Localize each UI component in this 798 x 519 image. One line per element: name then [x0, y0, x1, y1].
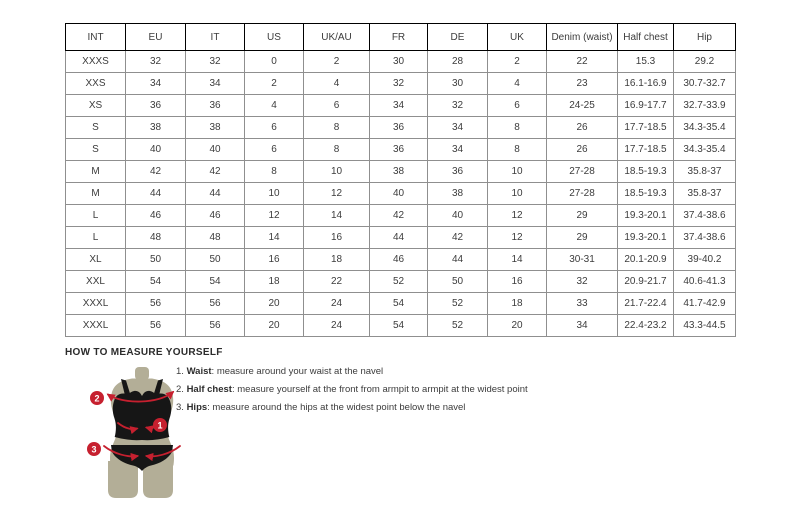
- table-row: [66, 205, 736, 227]
- table-cell: 20.9-21.7: [618, 271, 674, 293]
- table-cell: 16.1-16.9: [618, 73, 674, 95]
- table-cell: 56: [126, 315, 186, 337]
- table-cell: 28: [428, 51, 488, 73]
- step-text: : measure around the hips at the widest point below the navel: [207, 402, 466, 413]
- column-header: US: [245, 24, 304, 51]
- table-cell: 24-25: [547, 95, 618, 117]
- table-cell: 44: [370, 227, 428, 249]
- step-text: : measure around your waist at the navel: [211, 366, 384, 377]
- column-header: Hip: [674, 24, 736, 51]
- measure-step: [176, 367, 528, 377]
- table-cell: 40: [186, 139, 245, 161]
- table-cell: 14: [488, 249, 547, 271]
- table-cell: 44: [428, 249, 488, 271]
- table-cell: 34: [370, 95, 428, 117]
- measure-section-title: HOW TO MEASURE YOURSELF: [65, 347, 223, 358]
- table-cell: 52: [428, 293, 488, 315]
- step-number: 3.: [176, 402, 187, 413]
- table-cell: 37.4-38.6: [674, 205, 736, 227]
- table-cell: 8: [488, 117, 547, 139]
- table-cell: 30-31: [547, 249, 618, 271]
- column-header: IT: [186, 24, 245, 51]
- table-cell: 18.5-19.3: [618, 183, 674, 205]
- table-cell: 37.4-38.6: [674, 227, 736, 249]
- badge-hips: 3: [91, 444, 97, 455]
- table-cell: 20: [245, 293, 304, 315]
- table-cell: 17.7-18.5: [618, 139, 674, 161]
- table-cell: 43.3-44.5: [674, 315, 736, 337]
- table-cell: 34.3-35.4: [674, 117, 736, 139]
- table-cell: XXXL: [66, 293, 126, 315]
- table-cell: 34.3-35.4: [674, 139, 736, 161]
- table-cell: 32: [428, 95, 488, 117]
- measure-instructions: [176, 367, 528, 421]
- table-cell: 35.8-37: [674, 183, 736, 205]
- table-cell: 18: [488, 293, 547, 315]
- table-cell: 6: [304, 95, 370, 117]
- table-cell: 19.3-20.1: [618, 205, 674, 227]
- column-header: Half chest: [618, 24, 674, 51]
- table-cell: 2: [304, 51, 370, 73]
- table-cell: 30: [428, 73, 488, 95]
- table-cell: 14: [304, 205, 370, 227]
- table-cell: 56: [186, 293, 245, 315]
- table-cell: 40: [370, 183, 428, 205]
- table-cell: 40.6-41.3: [674, 271, 736, 293]
- table-cell: S: [66, 117, 126, 139]
- table-cell: 34: [428, 117, 488, 139]
- table-cell: 6: [245, 117, 304, 139]
- table-cell: 38: [126, 117, 186, 139]
- table-cell: 50: [126, 249, 186, 271]
- table-cell: 4: [245, 95, 304, 117]
- table-cell: 54: [126, 271, 186, 293]
- table-cell: 30: [370, 51, 428, 73]
- table-cell: 18: [304, 249, 370, 271]
- table-cell: 35.8-37: [674, 161, 736, 183]
- table-row: [66, 139, 736, 161]
- table-cell: 38: [186, 117, 245, 139]
- column-header: EU: [126, 24, 186, 51]
- table-cell: 54: [370, 315, 428, 337]
- table-cell: XS: [66, 95, 126, 117]
- table-cell: 40: [428, 205, 488, 227]
- measure-step: [176, 403, 528, 413]
- table-cell: 17.7-18.5: [618, 117, 674, 139]
- table-cell: 8: [304, 139, 370, 161]
- table-cell: 10: [488, 183, 547, 205]
- table-cell: 20: [488, 315, 547, 337]
- table-cell: 22: [547, 51, 618, 73]
- table-cell: 41.7-42.9: [674, 293, 736, 315]
- table-row: [66, 117, 736, 139]
- table-cell: 0: [245, 51, 304, 73]
- table-row: [66, 95, 736, 117]
- table-cell: 22.4-23.2: [618, 315, 674, 337]
- table-cell: 23: [547, 73, 618, 95]
- table-cell: 56: [186, 315, 245, 337]
- table-cell: 24: [304, 315, 370, 337]
- column-header: DE: [428, 24, 488, 51]
- table-cell: 38: [370, 161, 428, 183]
- table-cell: 12: [304, 183, 370, 205]
- table-cell: 39-40.2: [674, 249, 736, 271]
- table-cell: 20.1-20.9: [618, 249, 674, 271]
- table-cell: 15.3: [618, 51, 674, 73]
- table-cell: 34: [186, 73, 245, 95]
- badge-waist: 1: [157, 420, 163, 431]
- table-cell: 44: [126, 183, 186, 205]
- table-row: [66, 51, 736, 73]
- size-chart-table: [65, 23, 736, 337]
- size-table-body: [66, 51, 736, 337]
- table-cell: 54: [186, 271, 245, 293]
- table-cell: 40: [126, 139, 186, 161]
- table-cell: 46: [370, 249, 428, 271]
- table-cell: 10: [245, 183, 304, 205]
- table-cell: M: [66, 183, 126, 205]
- table-cell: 48: [126, 227, 186, 249]
- table-cell: 52: [370, 271, 428, 293]
- table-cell: 27-28: [547, 183, 618, 205]
- table-cell: 36: [186, 95, 245, 117]
- table-cell: 21.7-22.4: [618, 293, 674, 315]
- table-cell: 32: [547, 271, 618, 293]
- step-number: 1.: [176, 366, 187, 377]
- table-cell: 27-28: [547, 161, 618, 183]
- table-cell: 18: [245, 271, 304, 293]
- table-cell: XXXL: [66, 315, 126, 337]
- step-number: 2.: [176, 384, 187, 395]
- table-row: [66, 293, 736, 315]
- table-cell: 36: [370, 117, 428, 139]
- step-text: : measure yourself at the front from armpit to armpit at the widest point: [231, 384, 528, 395]
- table-cell: 20: [245, 315, 304, 337]
- table-cell: 8: [245, 161, 304, 183]
- table-row: [66, 183, 736, 205]
- step-label: Half chest: [186, 384, 232, 395]
- table-cell: L: [66, 227, 126, 249]
- table-cell: 29: [547, 205, 618, 227]
- column-header: UK/AU: [304, 24, 370, 51]
- size-table-header-row: [66, 24, 736, 51]
- column-header: FR: [370, 24, 428, 51]
- table-cell: 32: [370, 73, 428, 95]
- table-row: [66, 73, 736, 95]
- step-label: Hips: [186, 402, 208, 413]
- table-cell: 32.7-33.9: [674, 95, 736, 117]
- table-cell: 26: [547, 139, 618, 161]
- table-cell: 46: [126, 205, 186, 227]
- table-cell: 32: [126, 51, 186, 73]
- table-cell: 36: [428, 161, 488, 183]
- table-cell: 32: [186, 51, 245, 73]
- table-cell: 30.7-32.7: [674, 73, 736, 95]
- table-cell: 56: [126, 293, 186, 315]
- table-cell: 29: [547, 227, 618, 249]
- table-cell: 29.2: [674, 51, 736, 73]
- column-header: Denim (waist): [547, 24, 618, 51]
- table-cell: 36: [126, 95, 186, 117]
- table-cell: 12: [245, 205, 304, 227]
- table-row: [66, 271, 736, 293]
- table-cell: 10: [304, 161, 370, 183]
- table-cell: 34: [126, 73, 186, 95]
- table-cell: 50: [186, 249, 245, 271]
- table-row: [66, 161, 736, 183]
- table-row: [66, 315, 736, 337]
- table-cell: 46: [186, 205, 245, 227]
- table-cell: 10: [488, 161, 547, 183]
- table-cell: S: [66, 139, 126, 161]
- table-cell: 6: [488, 95, 547, 117]
- table-cell: 6: [245, 139, 304, 161]
- table-cell: 42: [370, 205, 428, 227]
- table-cell: 48: [186, 227, 245, 249]
- table-cell: XXS: [66, 73, 126, 95]
- table-cell: 33: [547, 293, 618, 315]
- table-cell: 16.9-17.7: [618, 95, 674, 117]
- table-cell: 54: [370, 293, 428, 315]
- badge-half-chest: 2: [94, 393, 100, 404]
- table-cell: 26: [547, 117, 618, 139]
- column-header: UK: [488, 24, 547, 51]
- table-cell: 2: [245, 73, 304, 95]
- table-cell: XXXS: [66, 51, 126, 73]
- table-cell: 16: [488, 271, 547, 293]
- table-cell: 24: [304, 293, 370, 315]
- table-row: [66, 227, 736, 249]
- measure-step: [176, 385, 528, 395]
- column-header: INT: [66, 24, 126, 51]
- table-cell: 16: [245, 249, 304, 271]
- table-cell: 44: [186, 183, 245, 205]
- table-cell: 2: [488, 51, 547, 73]
- table-cell: 12: [488, 227, 547, 249]
- table-cell: 42: [126, 161, 186, 183]
- table-cell: 34: [547, 315, 618, 337]
- table-row: [66, 249, 736, 271]
- step-label: Waist: [186, 366, 212, 377]
- table-cell: 50: [428, 271, 488, 293]
- table-cell: 12: [488, 205, 547, 227]
- table-cell: M: [66, 161, 126, 183]
- table-cell: XXL: [66, 271, 126, 293]
- table-cell: 38: [428, 183, 488, 205]
- table-cell: 42: [186, 161, 245, 183]
- table-cell: 18.5-19.3: [618, 161, 674, 183]
- table-cell: 36: [370, 139, 428, 161]
- table-cell: L: [66, 205, 126, 227]
- table-cell: 8: [488, 139, 547, 161]
- table-cell: 16: [304, 227, 370, 249]
- table-cell: 4: [304, 73, 370, 95]
- table-cell: 34: [428, 139, 488, 161]
- table-cell: XL: [66, 249, 126, 271]
- table-cell: 4: [488, 73, 547, 95]
- table-cell: 19.3-20.1: [618, 227, 674, 249]
- table-cell: 42: [428, 227, 488, 249]
- table-cell: 8: [304, 117, 370, 139]
- table-cell: 14: [245, 227, 304, 249]
- table-cell: 52: [428, 315, 488, 337]
- table-cell: 22: [304, 271, 370, 293]
